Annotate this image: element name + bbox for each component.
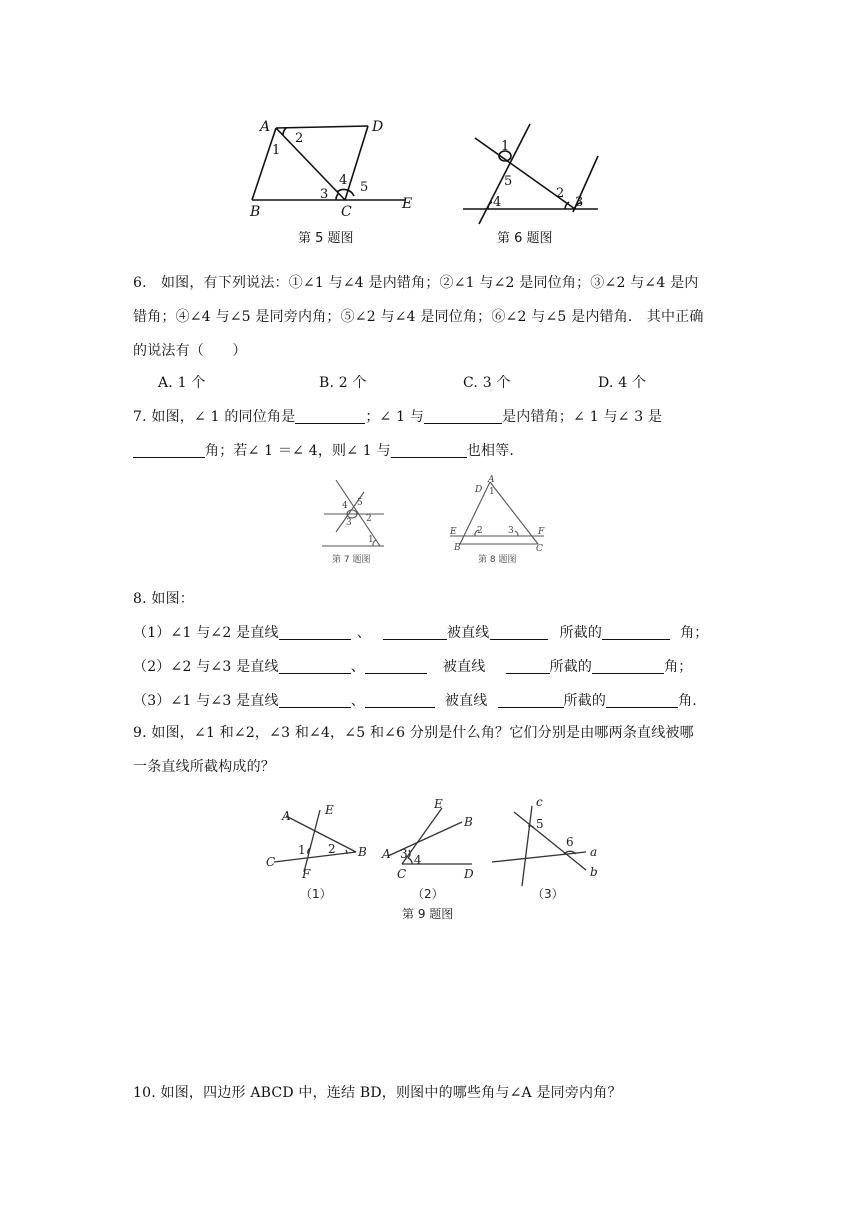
q7-text-4: 角；若∠ 1 ＝∠ 4，则∠ 1 与	[205, 443, 391, 459]
fig9a-label-C: C	[266, 855, 276, 869]
q7-blank-3[interactable]	[133, 442, 205, 458]
fig9-sub-1: （1）	[300, 887, 332, 901]
angle-5: 5	[357, 498, 363, 508]
label-D: D	[372, 119, 384, 135]
q8-row-3	[133, 690, 697, 710]
label-D: D	[475, 485, 483, 495]
q8-r2-text-c: 被直线	[442, 659, 486, 675]
fig9b-label-C: C	[397, 867, 407, 881]
angle-3: 3	[346, 518, 352, 528]
q8-r3-blank-1[interactable]	[279, 692, 351, 708]
q8-r1-blank-2[interactable]	[383, 624, 447, 640]
q8-r3-text-b: 、	[350, 693, 365, 709]
q8-r2-text-a: （2）∠2 与∠3 是直线	[133, 659, 279, 675]
q7-line-1	[133, 406, 662, 426]
figure-5	[240, 112, 430, 248]
q6-line-3: 的说法有（ ）	[133, 343, 247, 359]
q7-blank-4[interactable]	[391, 442, 467, 458]
figure-9	[262, 796, 612, 926]
q8-r3-text-d: 所截的	[563, 693, 607, 709]
q8-r1-text-d: 所截的	[559, 625, 603, 641]
q8-r3-blank-4[interactable]	[606, 692, 678, 708]
fig9c-label-b: b	[590, 865, 598, 879]
q6-line-1: 6. 如图，有下列说法：①∠1 与∠4 是内错角；②∠1 与∠2 是同位角；③∠2 与∠4 是内	[133, 275, 699, 291]
label-E: E	[450, 527, 457, 537]
angle-2: 2	[295, 131, 304, 146]
q7-text-3: 是内错角；∠ 1 与∠ 3 是	[502, 409, 663, 425]
angle-5: 5	[536, 817, 544, 831]
q8-row-2	[133, 656, 693, 676]
q8-r1-blank-1[interactable]	[279, 624, 351, 640]
q8-r2-text-b: 、	[350, 659, 365, 675]
q7-text-1: 7. 如图，∠ 1 的同位角是	[133, 409, 296, 425]
angle-3: 3	[508, 526, 514, 536]
q7-text-5: 也相等.	[466, 443, 515, 459]
angle-4: 4	[342, 501, 348, 511]
label-F: F	[538, 527, 545, 537]
q7-blank-2[interactable]	[424, 408, 502, 424]
q7-line-2	[133, 440, 514, 460]
angle-3: 3	[400, 847, 408, 861]
q7-text-2: ；∠ 1 与	[365, 409, 425, 425]
angle-2: 2	[366, 514, 372, 524]
figure-5-caption: 第 5 题图	[298, 231, 354, 246]
q8-r3-blank-3[interactable]	[498, 692, 564, 708]
fig9-sub-3: （3）	[532, 887, 564, 901]
q8-r1-blank-4[interactable]	[602, 624, 670, 640]
figure-6-caption: 第 6 题图	[497, 231, 553, 246]
angle-5: 5	[504, 174, 513, 189]
q8-r1-text-a: （1）∠1 与∠2 是直线	[133, 625, 279, 641]
angle-4: 4	[414, 853, 422, 867]
q6-option-c: C. 3 个	[463, 375, 511, 391]
fig9a-label-F: F	[302, 867, 311, 881]
figure-6	[455, 112, 615, 248]
q8-row-1	[133, 622, 709, 642]
angle-2: 2	[477, 526, 483, 536]
angle-1: 1	[368, 535, 374, 545]
angle-1: 1	[501, 139, 510, 154]
angle-6: 6	[566, 835, 574, 849]
angle-1: 1	[489, 487, 495, 497]
angle-3: 3	[575, 195, 584, 210]
q8-r1-blank-3[interactable]	[490, 624, 548, 640]
angle-1: 1	[298, 843, 306, 857]
q8-r2-blank-3[interactable]	[506, 658, 550, 674]
q8-r1-text-c: 被直线	[446, 625, 490, 641]
fig9a-label-B: B	[358, 845, 367, 859]
label-B: B	[454, 543, 461, 553]
fig9c-label-c: c	[536, 796, 543, 809]
q6-option-a: A. 1 个	[158, 375, 206, 391]
fig9-sub-2: （2）	[412, 887, 444, 901]
q8-r3-text-e: 角.	[678, 693, 697, 709]
q8-r3-blank-2[interactable]	[365, 692, 435, 708]
label-C: C	[536, 544, 543, 554]
angle-1: 1	[272, 143, 281, 158]
label-A: A	[260, 119, 271, 135]
q6-line-2: 错角；④∠4 与∠5 是同旁内角；⑤∠2 与∠4 是同位角；⑥∠2 与∠5 是内错角． 其中正确	[133, 309, 704, 325]
q8-r2-text-d: 所截的	[549, 659, 593, 675]
angle-5: 5	[360, 180, 369, 195]
figure-9-caption: 第 9 题图	[402, 907, 454, 921]
q6-option-d: D. 4 个	[598, 375, 647, 391]
fig9b-label-D: D	[464, 867, 474, 881]
fig9a-label-E: E	[325, 803, 334, 817]
q8-r3-text-a: （3）∠1 与∠3 是直线	[133, 693, 279, 709]
angle-2: 2	[556, 186, 565, 201]
q9-line-1: 9. 如图，∠1 和∠2，∠3 和∠4，∠5 和∠6 分别是什么角？它们分别是由哪两条直线被哪	[133, 725, 694, 741]
fig9a-label-A: A	[282, 809, 291, 823]
q8-r2-blank-1[interactable]	[279, 658, 351, 674]
label-B: B	[250, 204, 261, 220]
q10-line-1: 10. 如图，四边形 ABCD 中，连结 BD，则图中的哪些角与∠A 是同旁内角？	[133, 1085, 622, 1101]
q8-r1-text-b: 、	[356, 625, 371, 641]
angle-3: 3	[320, 187, 329, 202]
fig9c-label-a: a	[590, 845, 598, 859]
figure-7-caption: 第 7 题图	[332, 555, 371, 565]
fig9b-label-E: E	[434, 797, 443, 811]
q8-r2-text-e: 角；	[664, 659, 693, 675]
label-E: E	[402, 196, 413, 212]
angle-4: 4	[339, 173, 348, 188]
angle-4: 4	[493, 195, 502, 210]
q8-r2-blank-4[interactable]	[592, 658, 664, 674]
fig9b-label-B: B	[464, 815, 473, 829]
figure-8	[446, 474, 550, 570]
label-C: C	[341, 204, 352, 220]
angle-2: 2	[328, 842, 336, 856]
fig9b-label-A: A	[382, 847, 391, 861]
figure-7	[318, 474, 408, 570]
q9-line-2: 一条直线所截构成的？	[133, 759, 275, 775]
q6-option-b: B. 2 个	[319, 375, 367, 391]
q8-r3-text-c: 被直线	[444, 693, 488, 709]
q8-title: 8. 如图：	[133, 591, 195, 607]
q8-r1-text-e: 角；	[680, 625, 709, 641]
label-A: A	[488, 475, 495, 485]
q8-r2-blank-2[interactable]	[365, 658, 427, 674]
figure-8-caption: 第 8 题图	[478, 555, 517, 565]
q7-blank-1[interactable]	[295, 408, 365, 424]
